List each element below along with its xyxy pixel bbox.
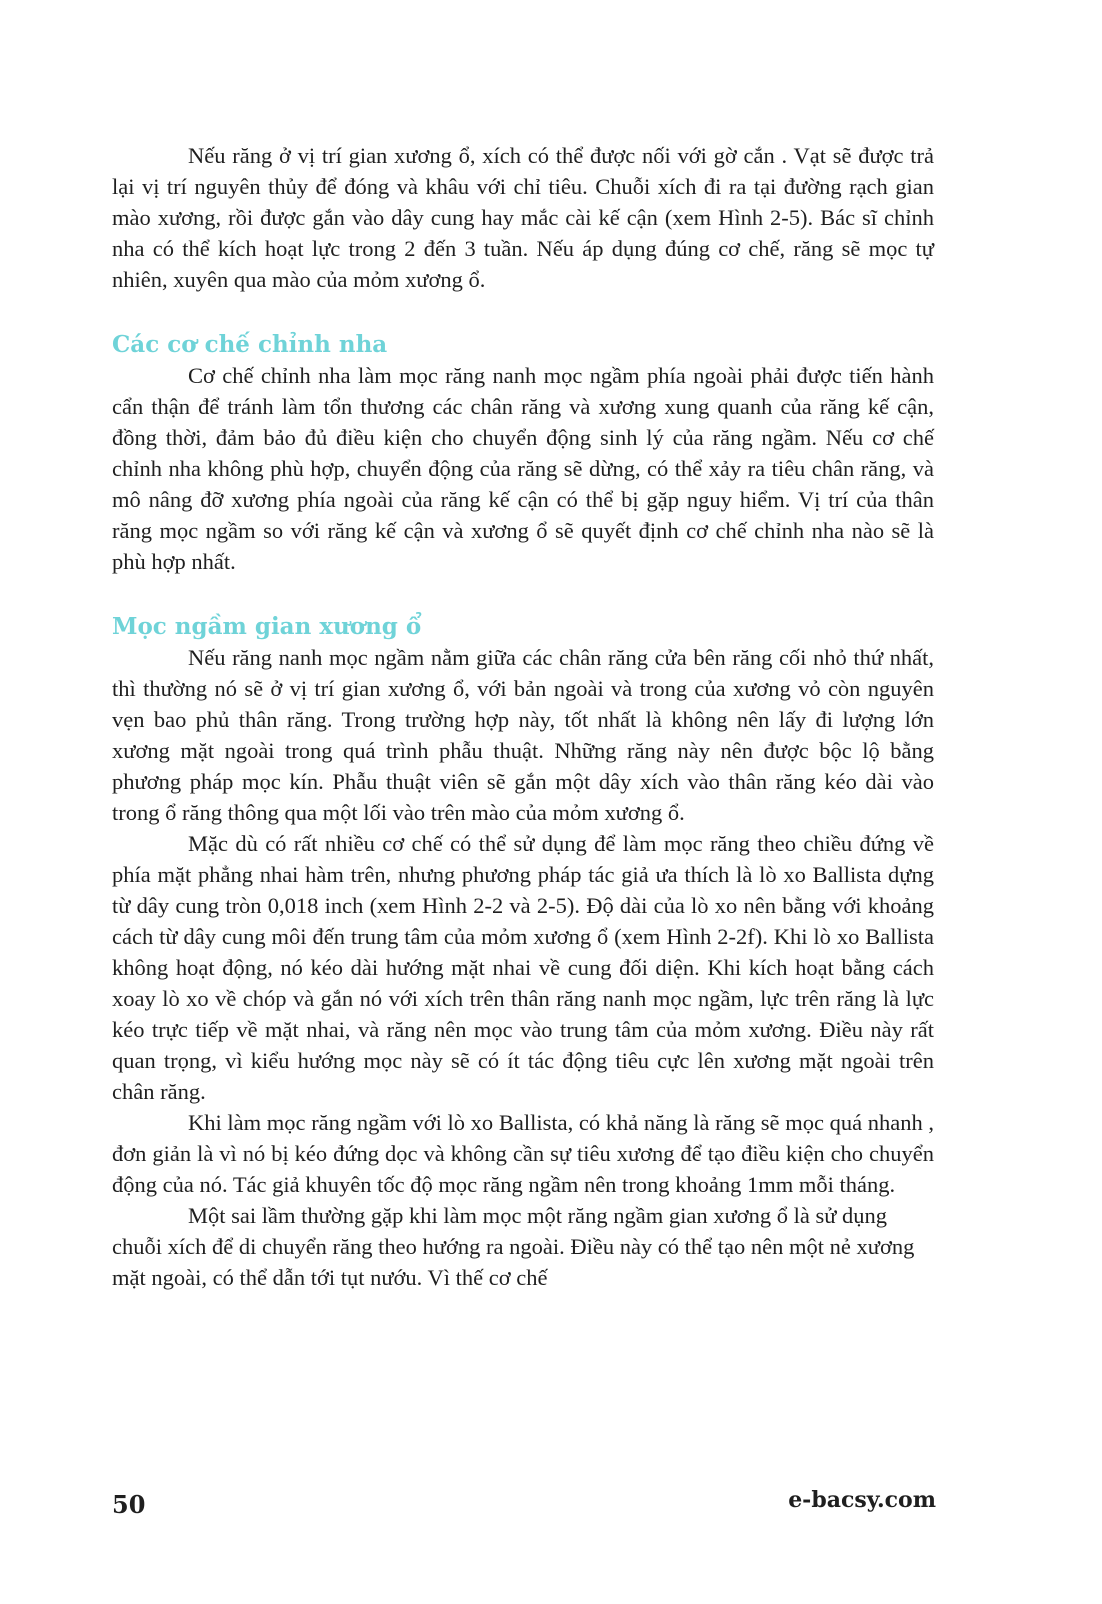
page-number: 50 <box>112 1490 146 1519</box>
section-heading-orthodontic-mechanics: Các cơ chế chỉnh nha <box>112 331 388 358</box>
site-footer: e-bacsy.com <box>788 1487 936 1513</box>
paragraph: Nếu răng nanh mọc ngầm nằm giữa các chân răng cửa bên răng cối nhỏ thứ nhất, thì thường nó sẽ ở vị trí gian xương ổ, với bản ngoài và trong của xương vỏ còn nguyên vẹn bao phủ thân răng. Trong trường hợp này, tốt nhất là không nên lấy đi lượng lớn xương mặt ngoài trong quá trình phẫu thuật. Những răng này nên được bộc lộ bằng phương pháp mọc kín. Phẫu thuật viên sẽ gắn một dây xích vào thân răng kéo dài vào trong ổ răng thông qua một lối vào trên mào của mỏm xương ổ. <box>112 645 934 825</box>
paragraph: Mặc dù có rất nhiều cơ chế có thể sử dụng để làm mọc răng theo chiều đứng về phía mặt phẳng nhai hàm trên, nhưng phương pháp tác giả ưa thích là lò xo Ballista dựng từ dây cung tròn 0,018 inch (xem Hình 2-2 và 2-5). Độ dài của lò xo nên bằng với khoảng cách từ dây cung môi đến trung tâm của mỏm xương ổ (xem Hình 2-2f). Khi lò xo Ballista không hoạt động, nó kéo dài hướng mặt nhai về cung đối diện. Khi kích hoạt bằng cách xoay lò xo về chóp và gắn nó với xích trên thân răng nanh mọc ngầm, lực trên răng là lực kéo trực tiếp về mặt nhai, và răng nên mọc vào trung tâm của mỏm xương. Điều này rất quan trọng, vì kiểu hướng mọc này sẽ có ít tác động tiêu cực lên xương mặt ngoài trên chân răng. <box>112 831 934 1104</box>
paragraph-intro: Nếu răng ở vị trí gian xương ổ, xích có thể được nối với gờ cắn . Vạt sẽ được trả lại vị trí nguyên thủy để đóng và khâu với chỉ tiêu. Chuỗi xích đi ra tại đường rạch gian mào xương, rồi được gắn vào dây cung hay mắc cài kế cận (xem Hình 2-5). Bác sĩ chỉnh nha có thể kích hoạt lực trong 2 đến 3 tuần. Nếu áp dụng đúng cơ chế, răng sẽ mọc tự nhiên, xuyên qua mào của mỏm xương ổ. <box>112 143 934 292</box>
paragraph: Khi làm mọc răng ngầm với lò xo Ballista, có khả năng là răng sẽ mọc quá nhanh , đơn giản là vì nó bị kéo đứng dọc và không cần sự tiêu xương để tạo điều kiện cho chuyển động của nó. Tác giả khuyên tốc độ mọc răng ngầm nên trong khoảng 1mm mỗi tháng. <box>112 1110 934 1197</box>
paragraph: Một sai lầm thường gặp khi làm mọc một răng ngầm gian xương ổ là sử dụng chuỗi xích để di chuyển răng theo hướng ra ngoài. Điều này có thể tạo nên một nẻ xương mặt ngoài, có thể dẫn tới tụt nướu. Vì thế cơ chế <box>112 1203 915 1290</box>
page-body <box>112 140 934 1293</box>
section-heading-interalveolar-impaction: Mọc ngầm gian xương ổ <box>112 613 422 640</box>
paragraph: Cơ chế chỉnh nha làm mọc răng nanh mọc ngầm phía ngoài phải được tiến hành cẩn thận để tránh làm tổn thương các chân răng và xương xung quanh của răng kế cận, đồng thời, đảm bảo đủ điều kiện cho chuyển động sinh lý của răng ngầm. Nếu cơ chế chỉnh nha không phù hợp, chuyển động của răng sẽ dừng, có thể xảy ra tiêu chân răng, và mô nâng đỡ xương phía ngoài của răng kế cận có thể bị gặp nguy hiểm. Vị trí của thân răng mọc ngầm so với răng kế cận và xương ổ sẽ quyết định cơ chế chỉnh nha nào sẽ là phù hợp nhất. <box>112 363 934 574</box>
